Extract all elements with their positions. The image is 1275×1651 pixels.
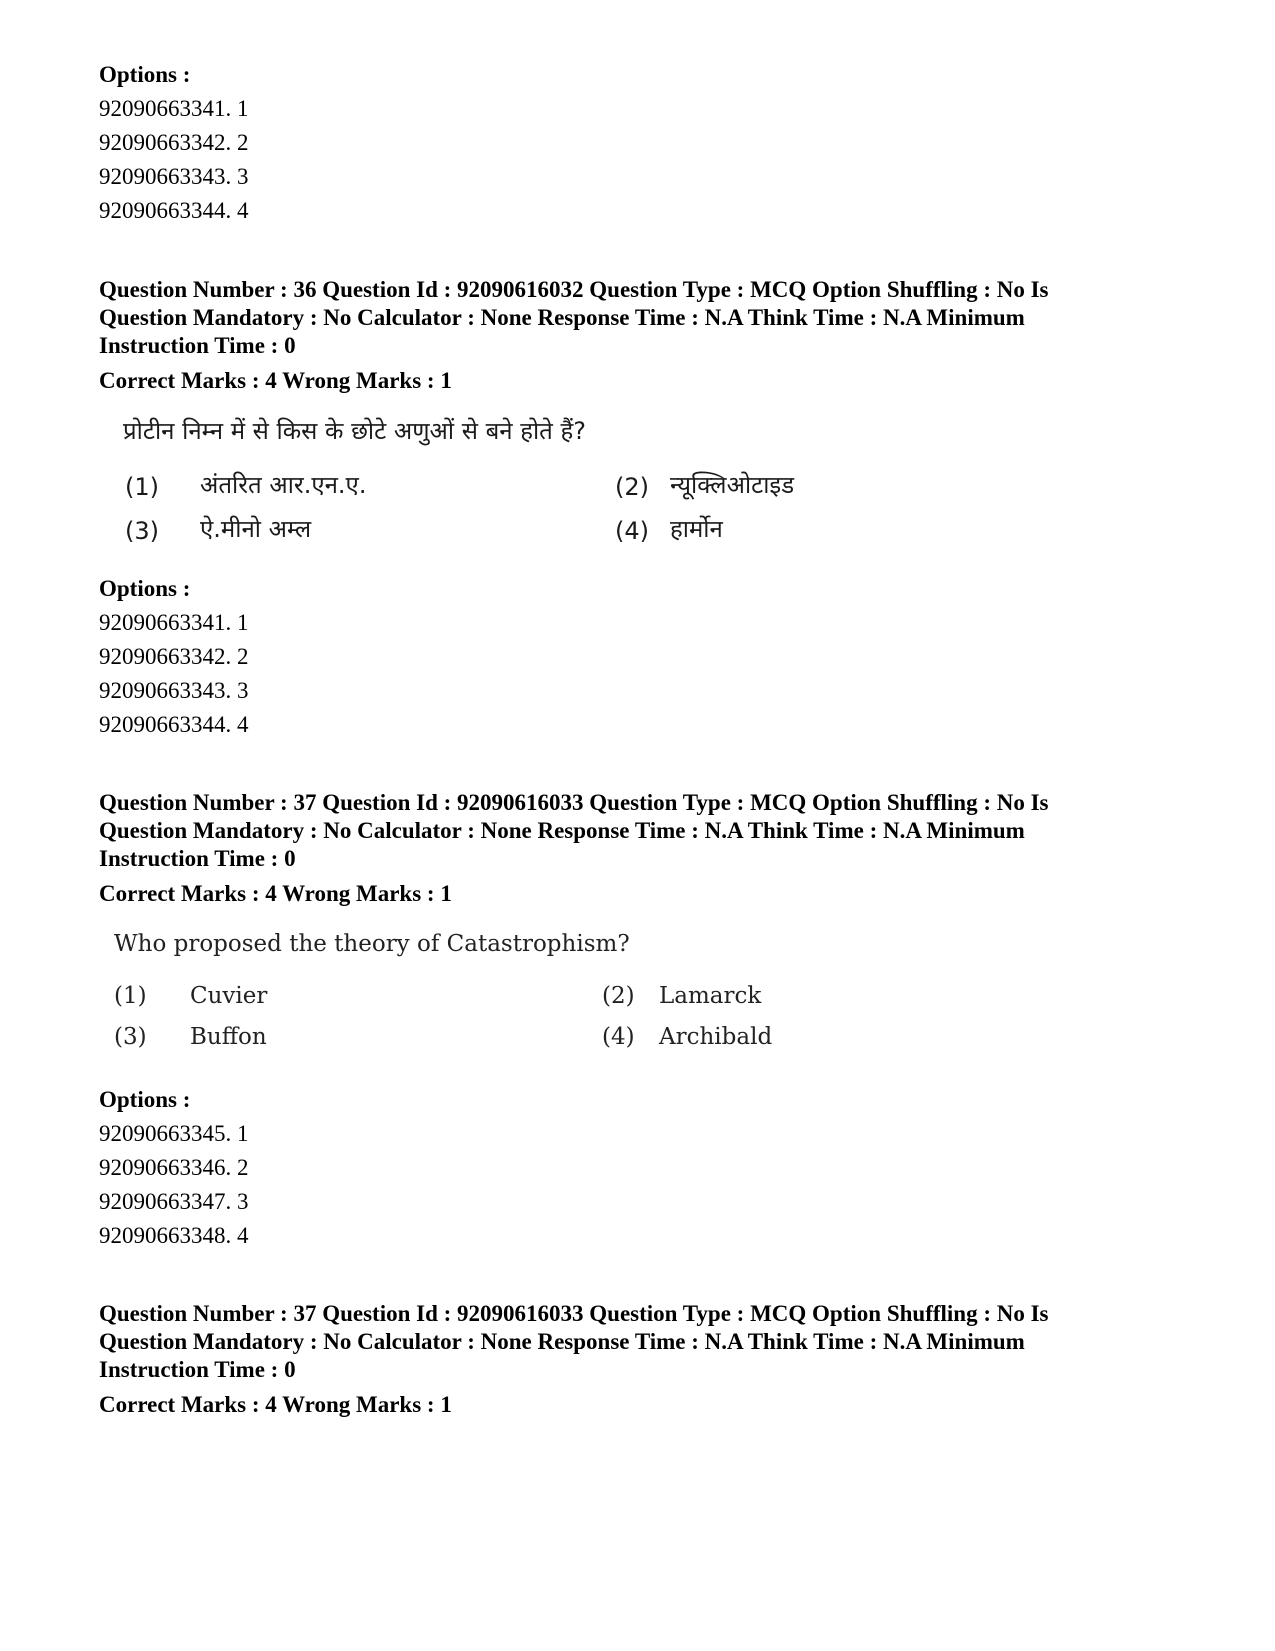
option-line: 92090663341. 1 bbox=[99, 96, 249, 121]
option-line: 92090663341. 1 bbox=[99, 610, 249, 635]
option-line: 92090663346. 2 bbox=[99, 1155, 249, 1180]
choice-text: ऐ.मीनो अम्ल bbox=[200, 515, 312, 543]
option-line: 92090663343. 3 bbox=[99, 678, 249, 703]
question-header-line: Question Mandatory : No Calculator : None Response Time : N.A Think Time : N.A Minimum bbox=[99, 1329, 1025, 1354]
option-line: 92090663344. 4 bbox=[99, 198, 249, 223]
choice-text: न्यूक्लिओटाइड bbox=[670, 471, 795, 499]
choice-number: (2) bbox=[602, 983, 635, 1009]
choice-number: (2) bbox=[615, 473, 649, 501]
choice-text: हार्मोन bbox=[670, 515, 723, 543]
choice-number: (4) bbox=[615, 517, 649, 545]
option-line: 92090663344. 4 bbox=[99, 712, 249, 737]
question-header bbox=[99, 1300, 1189, 1384]
question-header-line: Question Number : 36 Question Id : 92090616032 Question Type : MCQ Option Shuffling : No Is bbox=[99, 277, 1049, 302]
option-line: 92090663347. 3 bbox=[99, 1189, 249, 1214]
options-label: Options : bbox=[99, 1087, 191, 1112]
choice-number: (4) bbox=[602, 1024, 635, 1050]
question-stem: Who proposed the theory of Catastrophism? bbox=[114, 931, 630, 957]
choice-text: अंतरित आर.एन.ए. bbox=[200, 471, 367, 499]
options-label: Options : bbox=[99, 576, 191, 601]
question-header bbox=[99, 789, 1189, 873]
question-header-line: Question Number : 37 Question Id : 92090616033 Question Type : MCQ Option Shuffling : No Is bbox=[99, 1301, 1049, 1326]
choice-text: Lamarck bbox=[659, 983, 762, 1009]
option-line: 92090663348. 4 bbox=[99, 1223, 249, 1248]
choice-number: (3) bbox=[125, 517, 159, 545]
choice-text: Buffon bbox=[190, 1024, 267, 1050]
choice-number: (1) bbox=[114, 983, 147, 1009]
choice-number: (3) bbox=[114, 1024, 147, 1050]
question-stem: प्रोटीन निम्न में से किस के छोटे अणुओं से बने होते हैं? bbox=[123, 417, 586, 445]
question-header-line: Instruction Time : 0 bbox=[99, 333, 296, 358]
marks-line: Correct Marks : 4 Wrong Marks : 1 bbox=[99, 368, 452, 393]
question-header-line: Instruction Time : 0 bbox=[99, 1357, 296, 1382]
option-line: 92090663343. 3 bbox=[99, 164, 249, 189]
question-header-line: Question Mandatory : No Calculator : None Response Time : N.A Think Time : N.A Minimum bbox=[99, 818, 1025, 843]
question-header-line: Instruction Time : 0 bbox=[99, 846, 296, 871]
question-header-line: Question Mandatory : No Calculator : None Response Time : N.A Think Time : N.A Minimum bbox=[99, 305, 1025, 330]
marks-line: Correct Marks : 4 Wrong Marks : 1 bbox=[99, 1392, 452, 1417]
option-line: 92090663342. 2 bbox=[99, 644, 249, 669]
options-label: Options : bbox=[99, 62, 191, 87]
question-header bbox=[99, 276, 1189, 360]
option-line: 92090663345. 1 bbox=[99, 1121, 249, 1146]
choice-number: (1) bbox=[125, 473, 159, 501]
choice-text: Archibald bbox=[659, 1024, 773, 1050]
choice-text: Cuvier bbox=[190, 983, 268, 1009]
option-line: 92090663342. 2 bbox=[99, 130, 249, 155]
question-header-line: Question Number : 37 Question Id : 92090616033 Question Type : MCQ Option Shuffling : No Is bbox=[99, 790, 1049, 815]
marks-line: Correct Marks : 4 Wrong Marks : 1 bbox=[99, 881, 452, 906]
